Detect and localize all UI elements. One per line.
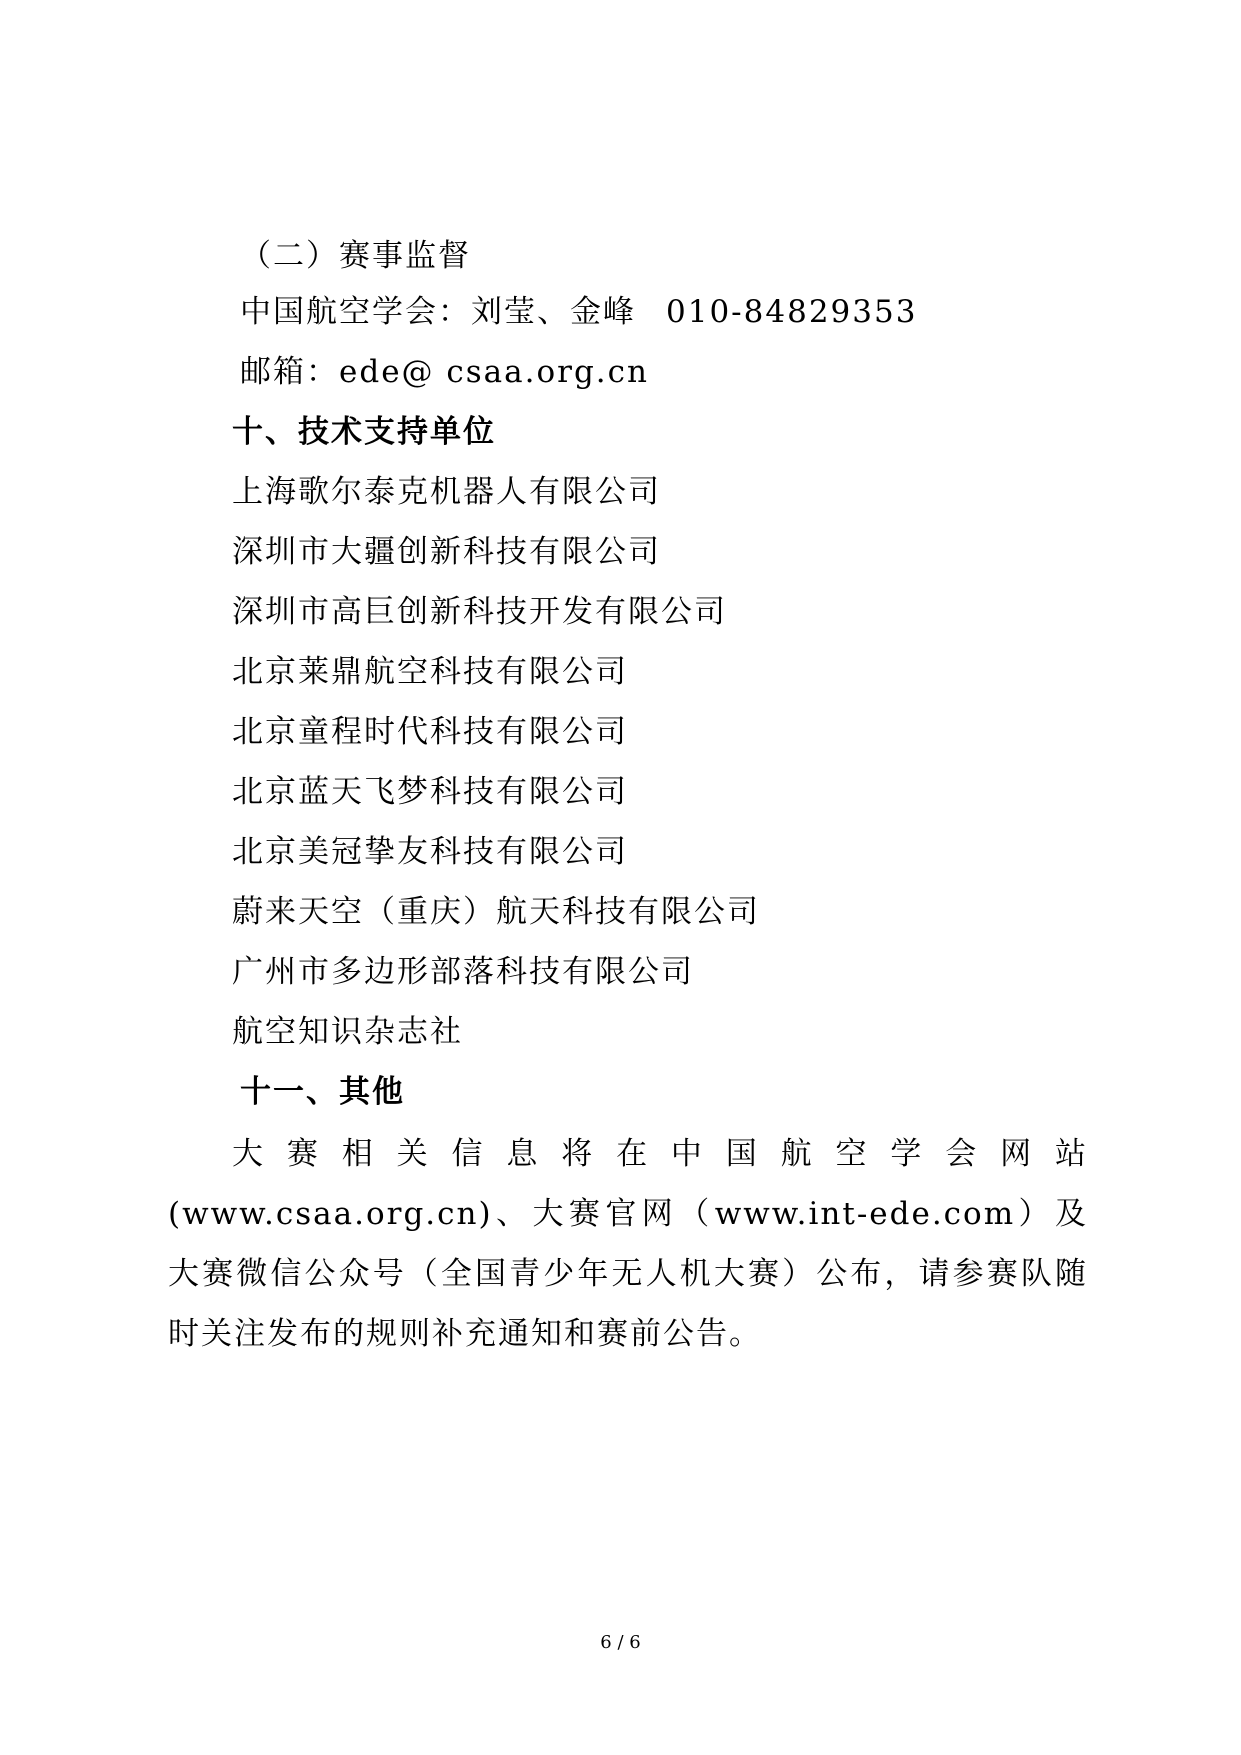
other-paragraph: 大赛相关信息将在中国航空学会网站(www.csaa.org.cn)、大赛官网（www.int-ede.com）及大赛微信公众号（全国青少年无人机大赛）公布，请参赛队随时关注发布的规则补充通知和赛前公告。	[168, 1136, 1088, 1352]
company-item: 北京童程时代科技有限公司	[232, 714, 628, 750]
company-item: 上海歌尔泰克机器人有限公司	[232, 474, 661, 510]
supervision-email: 邮箱：ede@ csaa.org.cn	[240, 354, 649, 390]
supervision-title: （二）赛事监督	[240, 238, 471, 274]
supervision-contact	[240, 292, 917, 332]
contact-label: 中国航空学会：刘莹、金峰	[240, 294, 636, 330]
tech-support-title: 十、技术支持单位	[232, 414, 496, 450]
company-item: 蔚来天空（重庆）航天科技有限公司	[232, 894, 760, 930]
other-title: 十一、其他	[240, 1074, 405, 1110]
company-item: 北京蓝天飞梦科技有限公司	[232, 774, 628, 810]
company-item: 深圳市大疆创新科技有限公司	[232, 534, 661, 570]
page-number: 6 / 6	[600, 1632, 641, 1653]
company-item: 北京美冠挚友科技有限公司	[232, 834, 628, 870]
company-item: 广州市多边形部落科技有限公司	[232, 954, 694, 990]
company-item: 航空知识杂志社	[232, 1014, 463, 1050]
company-item: 北京莱鼎航空科技有限公司	[232, 654, 628, 690]
company-item: 深圳市高巨创新科技开发有限公司	[232, 594, 727, 630]
contact-phone: 010-84829353	[666, 294, 918, 330]
